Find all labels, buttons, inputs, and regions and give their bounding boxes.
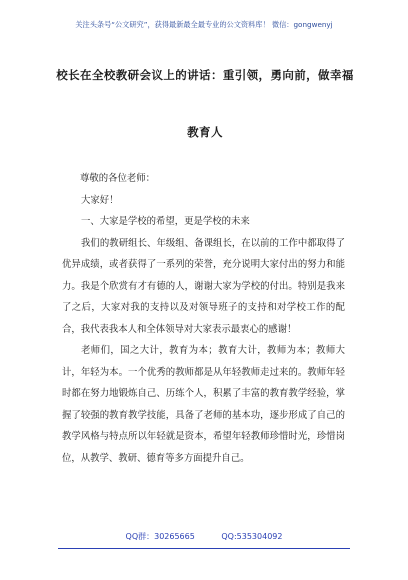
footer-qq: QQ:535304092 <box>221 532 283 541</box>
header-notice: 关注头条号“公文研究”，获得最新最全最专业的公文资料库！ 微信：gongwenyj <box>75 20 333 29</box>
footer-divider <box>58 548 350 549</box>
document-title-line-1: 校长在全校教研会议上的讲话：重引领，勇向前，做幸福 <box>56 68 354 82</box>
salutation: 尊敬的各位老师： <box>80 173 156 184</box>
section-heading: 一、大家是学校的希望，更是学校的未来 <box>81 216 250 227</box>
paragraph: 老师们，国之大计，教育为本；教育大计，教师为本；教师大计，年轻为本。一个优秀的教师都是从年轻教师走过来的。教师年轻时都在努力地锻炼自己、历练个人，积累了丰富的教育教学经验，掌握了较强的教育教学技能，具备了老师的基本功，逐步形成了自己的教学风格与特点所以年轻就是资本，希望年轻教师珍惜时光，珍惜岗位，从教学、教研、德育等多方面提升自己。 <box>62 345 345 464</box>
greeting: 大家好！ <box>81 194 119 206</box>
footer <box>0 531 408 542</box>
document-title-line-2: 教育人 <box>187 125 223 139</box>
document-body <box>62 168 345 469</box>
footer-qq-group: QQ群：30265665 <box>125 532 195 541</box>
paragraph: 我们的教研组长、年级组、备课组长，在以前的工作中都取得了优异成绩，或者获得了一系列的荣誉，充分说明大家付出的努力和能力。我是个欣赏有才有德的人，谢谢大家为学校的付出。特别是我来了之后，大家对我的支持以及对领导班子的支持和对学校工作的配合，我代表我本人和全体领导对大家表示最衷心的感谢！ <box>62 237 345 335</box>
